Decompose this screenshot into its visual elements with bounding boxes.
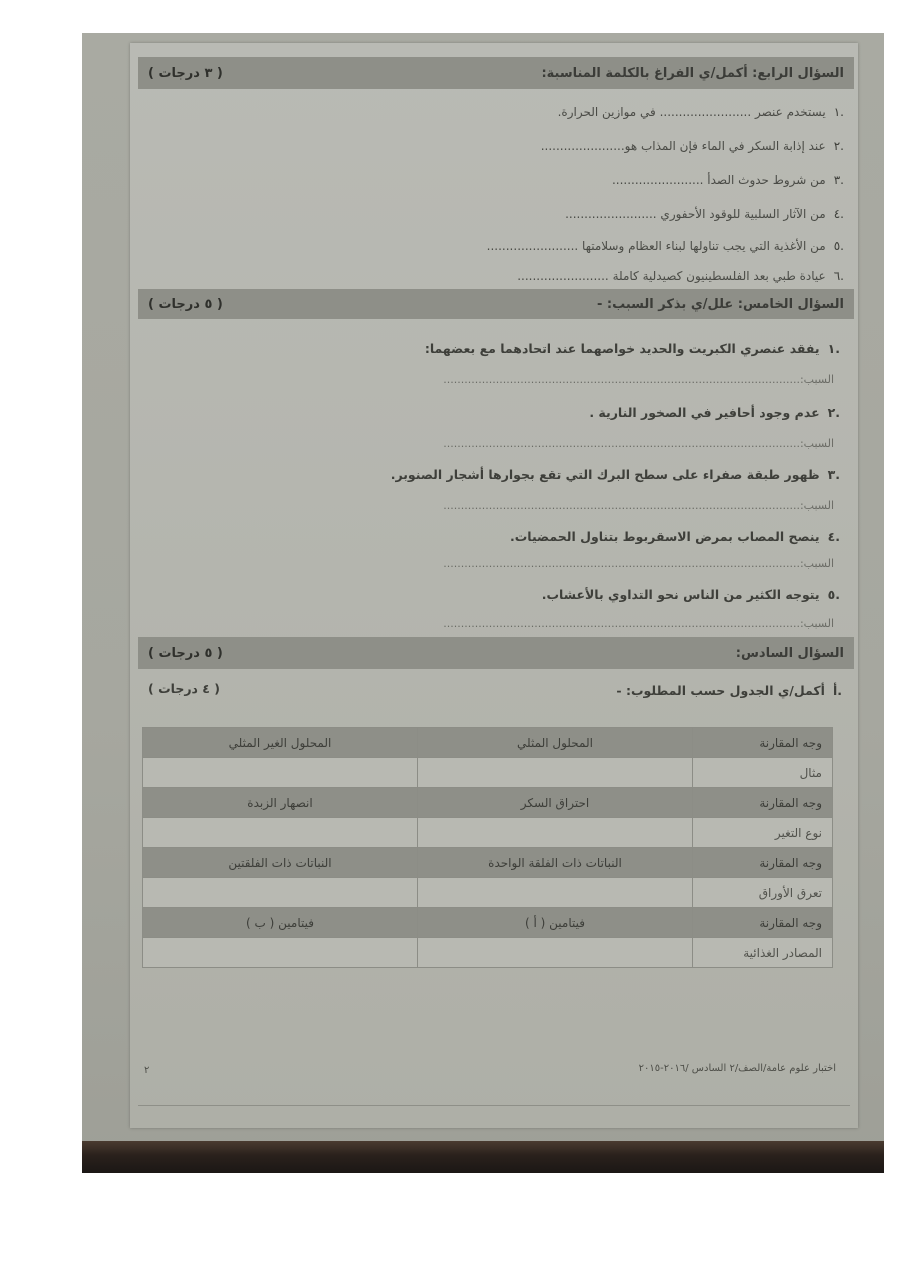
q4-item-3: .٣من شروط حدوث الصدأ ........................ [611, 173, 844, 187]
answer-cell[interactable] [418, 818, 693, 848]
table-cell: نوع التغير [693, 818, 833, 848]
footer-divider [138, 1105, 850, 1106]
answer-cell[interactable] [143, 938, 418, 968]
answer-cell[interactable] [143, 878, 418, 908]
q5-item-2: .٢عدم وجود أحافير في الصخور النارية . [589, 405, 840, 420]
table-cell: احتراق السكر [418, 788, 693, 818]
q5-item-4: .٤ينصح المصاب بمرض الاسقربوط بتناول الحمضيات. [509, 529, 840, 544]
q4-item-6: .٦عيادة طبي بعد الفلسطينيون كصيدلية كاملة ........................ [517, 269, 844, 283]
table-cell: المحلول المثلي [418, 728, 693, 758]
table-cell: المحلول الغير المثلي [143, 728, 418, 758]
table-cell: تعرق الأوراق [693, 878, 833, 908]
q6-header [138, 637, 854, 669]
table-row [143, 728, 833, 758]
q4-item-5: .٥من الأغذية التي يجب تناولها لبناء العظام وسلامتها ........................ [486, 239, 844, 253]
q6-part-a-marks: ( ٤ درجات ) [148, 681, 221, 696]
table-surface [82, 1141, 884, 1173]
table-row [143, 788, 833, 818]
table-row [143, 878, 833, 908]
table-row [143, 938, 833, 968]
table-cell: وجه المقارنة [693, 788, 833, 818]
q5-reason-2: السبب:...................................................................................................... [443, 437, 834, 450]
q6-title: السؤال السادس: [735, 645, 844, 661]
page-number: ٢ [144, 1065, 150, 1076]
q4-item-2: .٢عند إذابة السكر في الماء فإن المذاب هو...................... [540, 139, 844, 153]
table-row [143, 848, 833, 878]
q4-header [138, 57, 854, 89]
comparison-table [142, 727, 833, 968]
q5-item-3: .٣ظهور طبقة صفراء على سطح البرك التي تقع بجوارها أشجار الصنوبر. [390, 467, 840, 482]
answer-cell[interactable] [143, 758, 418, 788]
table-cell: المصادر الغذائية [693, 938, 833, 968]
q4-marks: ( ٣ درجات ) [148, 65, 223, 81]
footer-exam-title: اختبار علوم عامة/الصف/٢ السادس /٢٠١٦-٢٠١٥ [638, 1063, 836, 1074]
answer-cell[interactable] [418, 938, 693, 968]
table-cell: فيتامين ( ب ) [143, 908, 418, 938]
table-cell: النباتات ذات الفلقة الواحدة [418, 848, 693, 878]
table-row [143, 758, 833, 788]
table-cell: وجه المقارنة [693, 728, 833, 758]
q4-item-4: .٤من الآثار السلبية للوقود الأحفوري ........................ [565, 207, 844, 221]
q5-header [138, 289, 854, 319]
table-row [143, 908, 833, 938]
table-cell: النباتات ذات الفلقتين [143, 848, 418, 878]
q5-item-1: .١يفقد عنصري الكبريت والحديد خواصهما عند اتحادهما مع بعضهما: [424, 341, 840, 356]
table-cell: مثال [693, 758, 833, 788]
q5-item-5: .٥يتوجه الكثير من الناس نحو التداوي بالأعشاب. [541, 587, 840, 602]
q4-title: السؤال الرابع: أكمل/ي الفراغ بالكلمة المناسبة: [541, 65, 844, 81]
table-cell: فيتامين ( أ ) [418, 908, 693, 938]
photo-background [82, 33, 884, 1173]
table-row [143, 818, 833, 848]
q5-reason-3: السبب:...................................................................................................... [443, 499, 834, 512]
exam-sheet [130, 43, 858, 1128]
q6-part-a: .أأكمل/ي الجدول حسب المطلوب: - [616, 683, 842, 698]
q4-item-1: .١يستخدم عنصر ........................ في موازين الحرارة. [557, 105, 844, 119]
table-cell: انصهار الزبدة [143, 788, 418, 818]
table-cell: وجه المقارنة [693, 848, 833, 878]
answer-cell[interactable] [418, 878, 693, 908]
table-cell: وجه المقارنة [693, 908, 833, 938]
q5-reason-5: السبب:...................................................................................................... [443, 617, 834, 630]
q5-reason-4: السبب:...................................................................................................... [443, 557, 834, 570]
q5-marks: ( ٥ درجات ) [148, 296, 223, 312]
answer-cell[interactable] [418, 758, 693, 788]
q5-title: السؤال الخامس: علل/ي بذكر السبب: - [596, 296, 844, 312]
answer-cell[interactable] [143, 818, 418, 848]
q6-marks: ( ٥ درجات ) [148, 645, 223, 661]
q5-reason-1: السبب:...................................................................................................... [443, 373, 834, 386]
